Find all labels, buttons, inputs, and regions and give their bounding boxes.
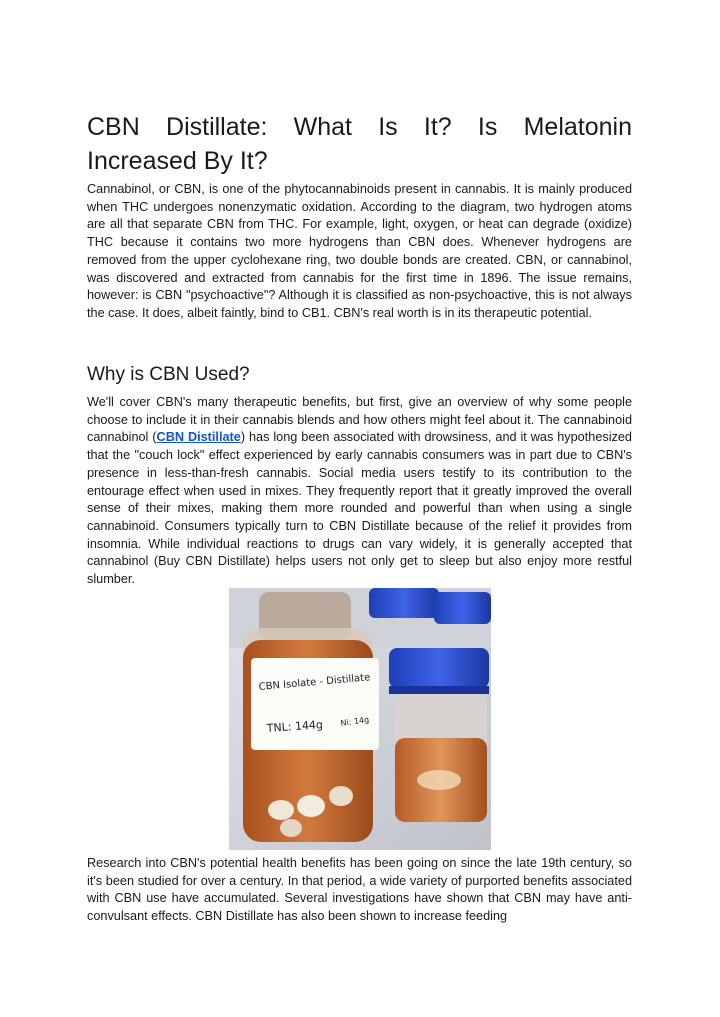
article-title: CBN Distillate: What Is It? Is Melatonin Increased By It? xyxy=(87,113,632,175)
back-cap xyxy=(369,588,439,618)
label-line1: CBN Isolate - Distillate xyxy=(258,672,371,693)
label-line3: Ni: 14g xyxy=(340,715,370,728)
jars-illustration xyxy=(229,588,491,850)
section-text-start: We'll cover CBN's many therapeutic benefits, but first, give an overview of why some people choose to include it in their cannabis blends and how others might feel about it. The cannabinoid cannabinol ( xyxy=(87,395,632,445)
section-text-end: ) has long been associated with drowsiness, and it was hypothesized that the "couch lock" effect experienced by early cannabis consumers was in part due to CBN's presence in less-than-fresh cannabis. Social media users testify to its contribution to the entourage effect when used in mixes. They frequently report that it greatly improved the overall sense of their mixes, making them more rounded and powerful than when using a single cannabinoid. Consumers typically turn to CBN Distillate because of the relief it provides from insomnia. While individual reactions to drugs can vary widely, it is generally accepted that cannabinol (Buy CBN Distillate) helps users not only get to sleep but also enjoy more restful slumber. xyxy=(87,430,632,587)
section-heading: Why is CBN Used? xyxy=(87,364,250,385)
closing-paragraph: Research into CBN's potential health benefits has been going on since the late 19th century, so it's been studied for over a century. In that period, a wide variety of purported benefits associated with CBN use have accumulated. Several investigations have shown that CBN may have anti-convulsant effects. CBN Distillate has also been shown to increase feeding xyxy=(87,856,632,924)
intro-paragraph: Cannabinol, or CBN, is one of the phytocannabinoids present in cannabis. It is mainly produced when THC undergoes nonenzymatic oxidation. According to the diagram, two hydrogen atoms are all that separate CBN from THC. For example, light, oxygen, or heat can degrade (oxidize) THC because it contains two more hydrogens than CBN does. Whenever hydrogens are removed from the upper cyclohexane ring, two double bonds are created. CBN, or cannabinol, was discovered and extracted from cannabis for the first time in 1896. The issue remains, however: is CBN "psychoactive"? Although it is classified as non-psychoactive, this is not always the case. It does, albeit faintly, bind to CB1. CBN's real worth is in its therapeutic potential. xyxy=(87,182,632,320)
cbn-distillate-link[interactable]: CBN Distillate xyxy=(156,430,241,445)
section-paragraph xyxy=(87,394,632,589)
product-photo xyxy=(229,588,491,850)
label-line2: TNL: 144g xyxy=(266,718,324,735)
jar-label xyxy=(251,658,379,750)
right-jar-cap xyxy=(389,648,489,688)
